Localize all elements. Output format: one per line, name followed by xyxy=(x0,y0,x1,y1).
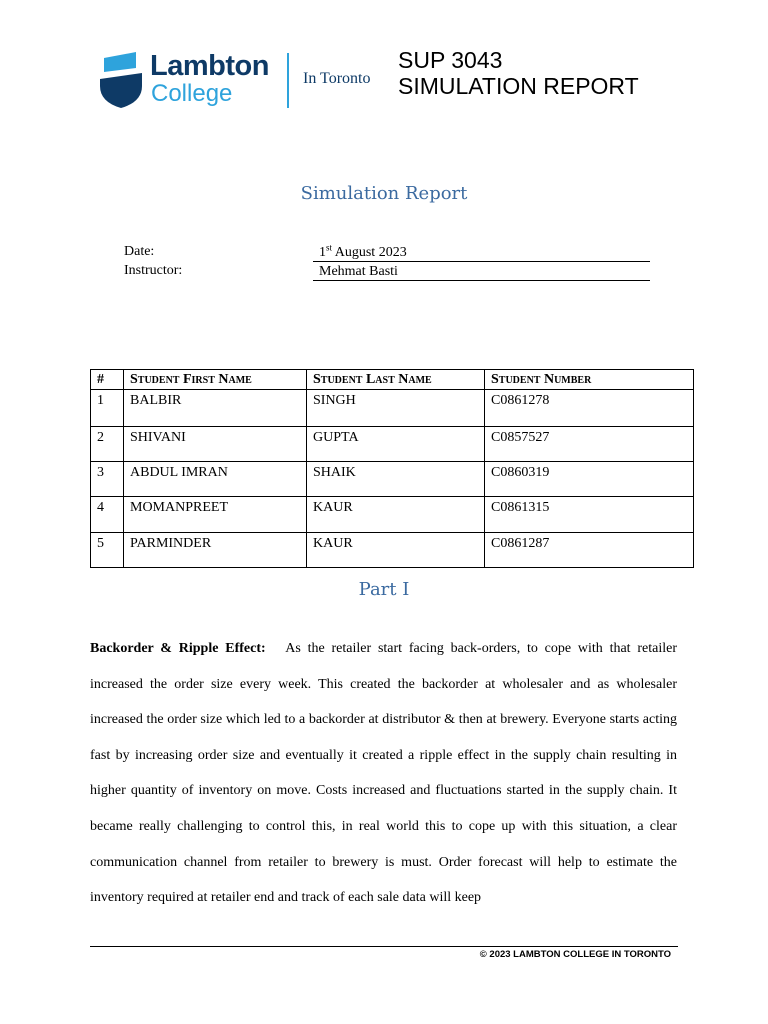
first-name: PARMINDER xyxy=(124,533,307,568)
student-number: C0861278 xyxy=(485,390,694,427)
row-index: 4 xyxy=(91,497,124,533)
logo-subtitle: College xyxy=(151,80,233,107)
report-heading: SIMULATION REPORT xyxy=(398,73,639,99)
footer-divider xyxy=(90,946,678,947)
date-value xyxy=(313,244,650,262)
student-number: C0857527 xyxy=(485,427,694,462)
date-label: Date: xyxy=(124,244,155,259)
logo-campus: In Toronto xyxy=(303,70,371,87)
paragraph-lead: Backorder & Ripple Effect: xyxy=(90,641,266,656)
row-index: 2 xyxy=(91,427,124,462)
date-suffix: st xyxy=(326,242,333,253)
first-name: SHIVANI xyxy=(124,427,307,462)
table-row xyxy=(91,390,694,427)
table-header-row xyxy=(91,370,694,390)
header-last-name: Student Last Name xyxy=(307,370,485,390)
table-row xyxy=(91,427,694,462)
footer-copyright: © 2023 LAMBTON COLLEGE IN TORONTO xyxy=(479,949,671,960)
table-row xyxy=(91,497,694,533)
instructor-label: Instructor: xyxy=(124,263,183,278)
student-number: C0861315 xyxy=(485,497,694,533)
header-student-number: Student Number xyxy=(485,370,694,390)
course-code: SUP 3043 xyxy=(398,47,503,73)
date-month-year: August 2023 xyxy=(332,245,407,260)
students-table xyxy=(90,369,694,568)
student-number: C0861287 xyxy=(485,533,694,568)
row-index: 3 xyxy=(91,462,124,497)
date-day: 1 xyxy=(319,245,326,260)
table-row xyxy=(91,462,694,497)
logo-divider xyxy=(287,53,289,108)
last-name: SHAIK xyxy=(307,462,485,497)
first-name: ABDUL IMRAN xyxy=(124,462,307,497)
table-row xyxy=(91,533,694,568)
last-name: SINGH xyxy=(307,390,485,427)
first-name: MOMANPREET xyxy=(124,497,307,533)
logo-wordmark: Lambton xyxy=(150,50,269,82)
first-name: BALBIR xyxy=(124,390,307,427)
row-index: 5 xyxy=(91,533,124,568)
header-number: # xyxy=(91,370,124,390)
student-number: C0860319 xyxy=(485,462,694,497)
instructor-value: Mehmat Basti xyxy=(313,263,650,281)
part-heading: Part I xyxy=(358,579,410,600)
last-name: KAUR xyxy=(307,497,485,533)
body-paragraph xyxy=(90,631,677,916)
document-title: Simulation Report xyxy=(300,183,468,204)
row-index: 1 xyxy=(91,390,124,427)
paragraph-text: As the retailer start facing back-orders, to cope with that retailer increased the order size every week. This created the backorder at wholesaler and as wholesaler increased the order size which led to a backorder at distributor & then at brewery. Everyone starts acting fast by increasing order size and eventually it created a ripple effect in the supply chain resulting in higher quantity of inventory on move. Costs increased and fluctuations started in the supply chain. It became really challenging to control this, in real world this to cope up with this situation, a clear communication channel from retailer to brewery is must. Order forecast will help to estimate the inventory required at retailer end and track of each sale data will keep xyxy=(90,641,677,906)
college-logo-icon xyxy=(100,52,142,108)
last-name: KAUR xyxy=(307,533,485,568)
last-name: GUPTA xyxy=(307,427,485,462)
header-first-name: Student First Name xyxy=(124,370,307,390)
